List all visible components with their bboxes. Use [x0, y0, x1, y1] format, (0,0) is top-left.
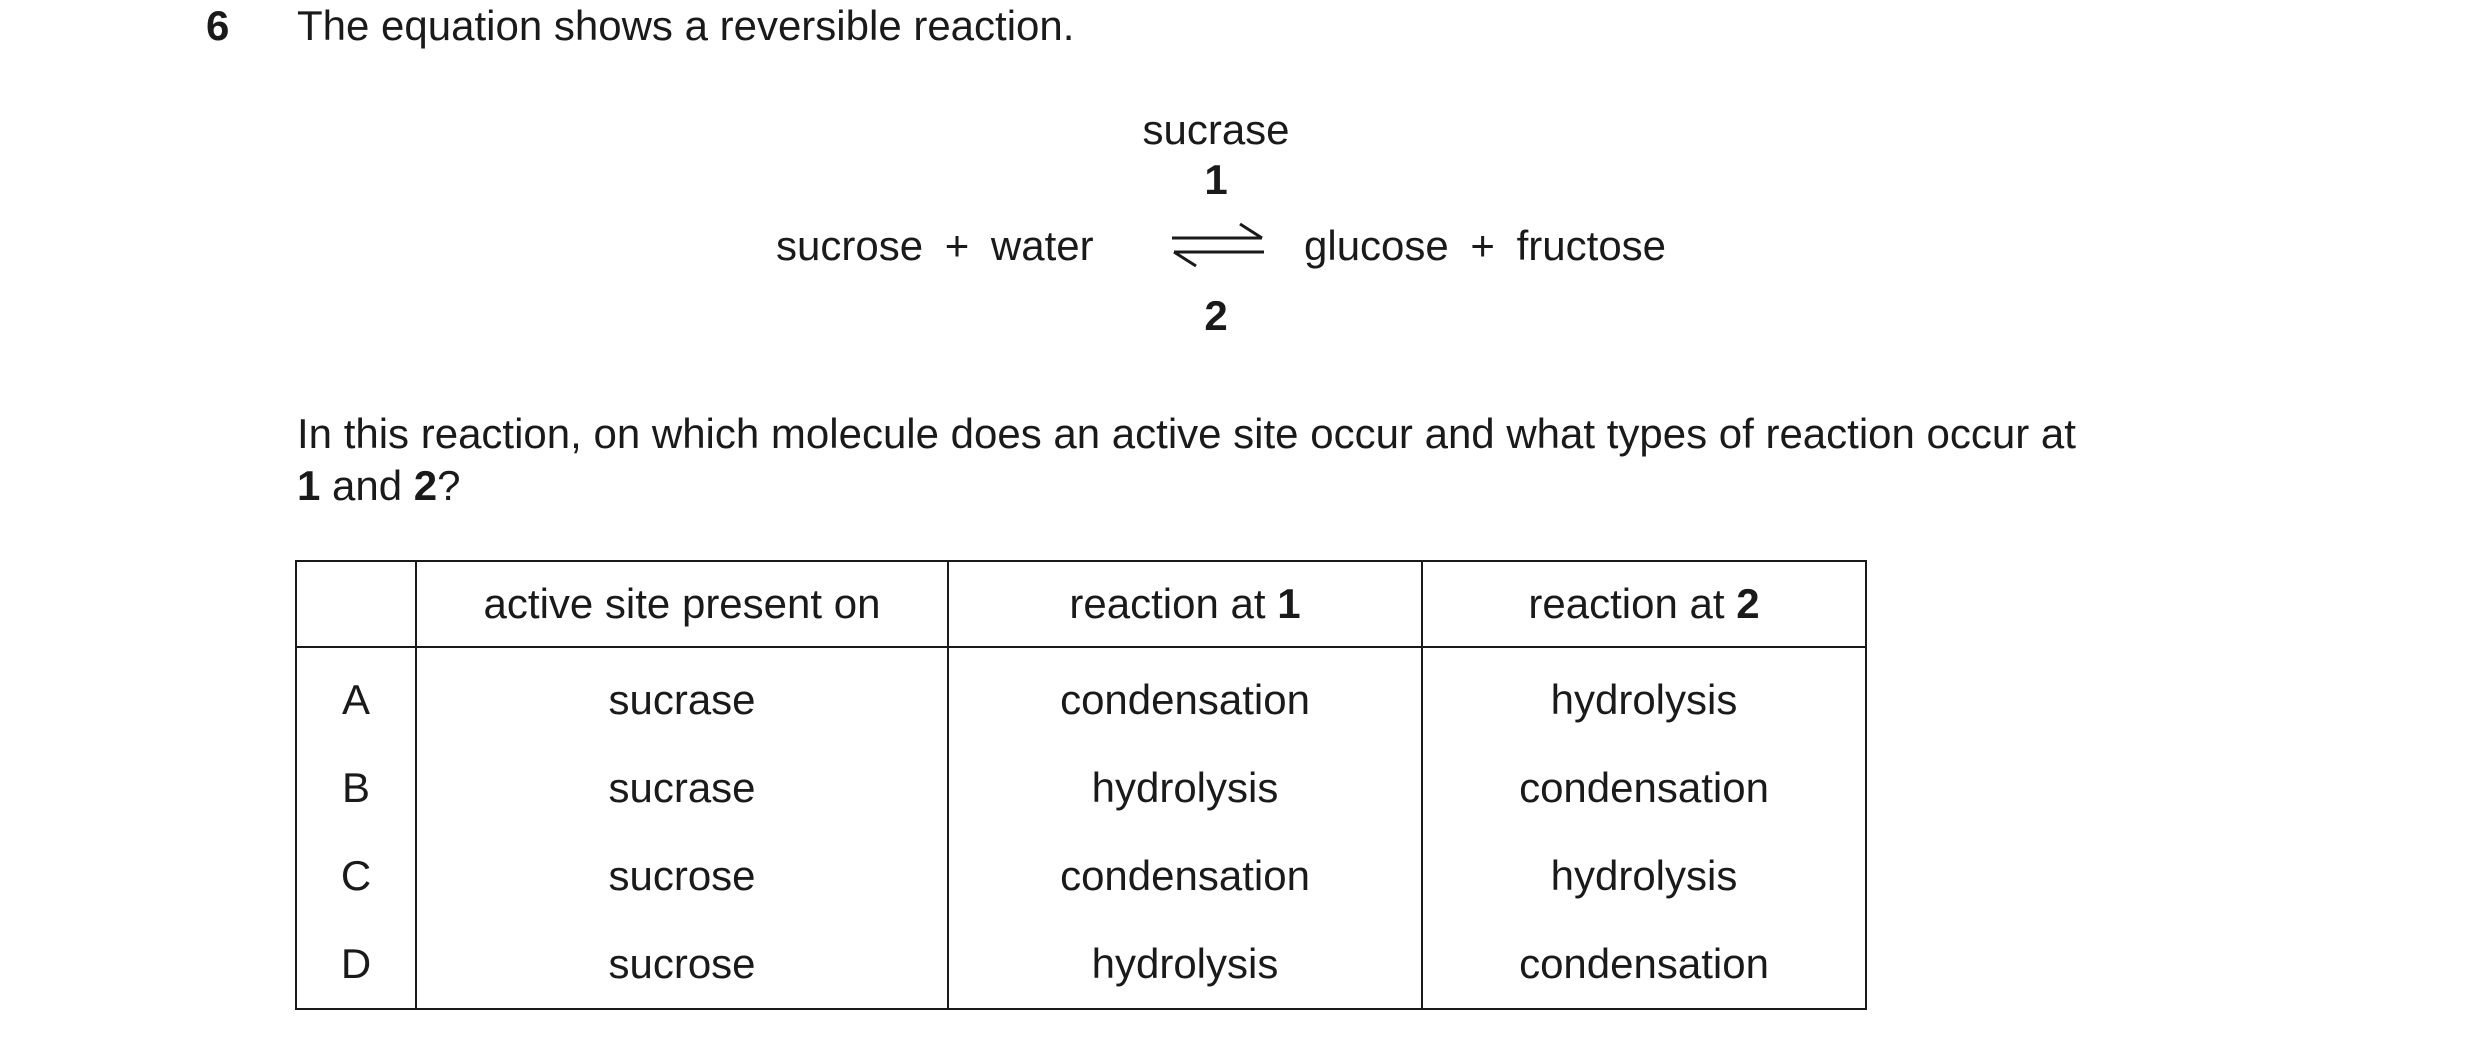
prompt-end: ? — [437, 462, 461, 509]
option-reaction-1: condensation — [948, 647, 1422, 744]
option-active-site: sucrase — [416, 647, 948, 744]
option-active-site: sucrase — [416, 744, 948, 832]
answer-options-table — [295, 560, 1867, 1010]
prompt-and: and — [332, 462, 403, 509]
option-key: D — [296, 920, 416, 1009]
option-reaction-1: hydrolysis — [948, 744, 1422, 832]
option-reaction-1: hydrolysis — [948, 920, 1422, 1009]
header-active-site: active site present on — [416, 561, 948, 647]
equation-reactants: sucrose + water — [776, 222, 1094, 269]
prompt-ref-2: 2 — [413, 462, 438, 509]
equation-label-forward: 1 — [1204, 156, 1228, 203]
table-row[interactable] — [296, 832, 1866, 920]
table-row[interactable] — [296, 744, 1866, 832]
question-text: The equation shows a reversible reaction. — [297, 2, 1075, 49]
reversible-equilibrium-arrow-icon — [1170, 220, 1266, 272]
prompt-text: In this reaction, on which molecule does an active site occur and what types of reaction occur at — [297, 410, 2076, 457]
option-active-site: sucrose — [416, 920, 948, 1009]
table-header-row — [296, 561, 1866, 647]
option-reaction-2: hydrolysis — [1422, 832, 1866, 920]
option-key: A — [296, 647, 416, 744]
header-reaction-2-prefix: reaction at — [1528, 580, 1725, 627]
option-active-site: sucrose — [416, 832, 948, 920]
prompt-ref-1: 1 — [297, 462, 321, 509]
option-key: C — [296, 832, 416, 920]
equation-label-reverse: 2 — [1204, 292, 1228, 339]
option-reaction-2: condensation — [1422, 744, 1866, 832]
question-number: 6 — [206, 2, 230, 49]
equation-products: glucose + fructose — [1304, 222, 1667, 269]
header-reaction-1-num: 1 — [1277, 580, 1301, 627]
equation-catalyst: sucrase — [1142, 106, 1290, 153]
table-row[interactable] — [296, 920, 1866, 1009]
option-key: B — [296, 744, 416, 832]
table-row[interactable] — [296, 647, 1866, 744]
header-reaction-1 — [948, 561, 1422, 647]
header-reaction-2 — [1422, 561, 1866, 647]
header-reaction-1-prefix: reaction at — [1069, 580, 1266, 627]
question-prompt — [297, 408, 2297, 512]
header-key — [296, 561, 416, 647]
header-reaction-2-num: 2 — [1736, 580, 1760, 627]
option-reaction-1: condensation — [948, 832, 1422, 920]
option-reaction-2: condensation — [1422, 920, 1866, 1009]
option-reaction-2: hydrolysis — [1422, 647, 1866, 744]
